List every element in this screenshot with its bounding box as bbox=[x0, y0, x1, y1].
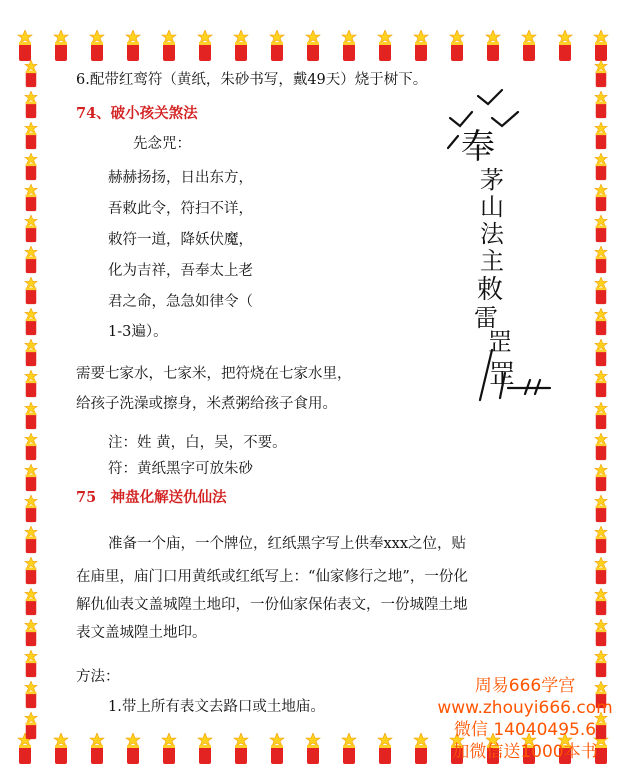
watermark-promo: 加微信送1000本书 bbox=[452, 742, 598, 762]
text-line: 1.带上所有表文去路口或土地庙。 bbox=[108, 699, 325, 715]
firecracker-icon bbox=[20, 681, 42, 709]
firecracker-icon bbox=[86, 733, 108, 765]
chant-line: 1-3遍）。 bbox=[108, 324, 168, 340]
firecracker-icon bbox=[374, 30, 396, 62]
firecracker-icon bbox=[20, 433, 42, 461]
firecracker-icon bbox=[554, 30, 576, 62]
talisman-char: 主 bbox=[480, 247, 504, 275]
firecracker-icon bbox=[14, 30, 36, 62]
firecracker-icon bbox=[482, 30, 504, 62]
text-line: 方法： bbox=[76, 669, 120, 685]
firecracker-icon bbox=[20, 91, 42, 119]
firecracker-icon bbox=[590, 619, 612, 647]
text-line: 给孩子洗澡或擦身，米煮粥给孩子食用。 bbox=[76, 396, 337, 412]
watermark-url: www.zhouyi666.com bbox=[437, 698, 613, 718]
firecracker-icon bbox=[20, 526, 42, 554]
firecracker-icon bbox=[590, 30, 612, 62]
firecracker-icon bbox=[20, 402, 42, 430]
text-line: 在庙里，庙门口用黄纸或红纸写上：“仙家修行之地”，一份化 bbox=[76, 569, 468, 585]
firecracker-icon bbox=[50, 733, 72, 765]
firecracker-icon bbox=[122, 30, 144, 62]
chant-line: 吾敕此令，符扫不详， bbox=[108, 201, 253, 217]
firecracker-icon bbox=[590, 308, 612, 336]
firecracker-icon bbox=[590, 339, 612, 367]
firecracker-icon bbox=[20, 650, 42, 678]
firecracker-icon bbox=[266, 733, 288, 765]
border-top bbox=[14, 30, 612, 66]
firecracker-icon bbox=[590, 370, 612, 398]
firecracker-icon bbox=[230, 733, 252, 765]
talisman-char: 敕 bbox=[476, 275, 504, 305]
firecracker-icon bbox=[302, 30, 324, 62]
firecracker-icon bbox=[20, 495, 42, 523]
firecracker-icon bbox=[20, 153, 42, 181]
firecracker-icon bbox=[20, 184, 42, 212]
talisman-figure bbox=[430, 88, 560, 418]
firecracker-icon bbox=[20, 712, 42, 740]
firecracker-icon bbox=[518, 30, 540, 62]
firecracker-icon bbox=[590, 91, 612, 119]
chant-line: 敕符一道，降妖伏魔， bbox=[108, 232, 253, 248]
chant-line: 君之命，急急如律令（ bbox=[108, 294, 253, 310]
note-line: 符：黄纸黑字可放朱砂 bbox=[108, 461, 253, 477]
text-line: 6.配带红鸾符（黄纸，朱砂书写，戴49天）烧于树下。 bbox=[76, 72, 428, 88]
firecracker-icon bbox=[20, 370, 42, 398]
firecracker-icon bbox=[20, 339, 42, 367]
firecracker-icon bbox=[20, 246, 42, 274]
firecracker-icon bbox=[194, 30, 216, 62]
firecracker-icon bbox=[590, 402, 612, 430]
firecracker-icon bbox=[20, 588, 42, 616]
firecracker-icon bbox=[194, 733, 216, 765]
firecracker-icon bbox=[590, 184, 612, 212]
text-line: 解仇仙表文盖城隍土地印，一份仙家保佑表文，一份城隍土地 bbox=[76, 597, 468, 613]
firecracker-icon bbox=[590, 588, 612, 616]
firecracker-icon bbox=[20, 464, 42, 492]
firecracker-icon bbox=[590, 215, 612, 243]
firecracker-icon bbox=[590, 277, 612, 305]
firecracker-icon bbox=[50, 30, 72, 62]
firecracker-icon bbox=[158, 30, 180, 62]
firecracker-icon bbox=[20, 60, 42, 88]
firecracker-icon bbox=[590, 495, 612, 523]
firecracker-icon bbox=[590, 246, 612, 274]
talisman-char: 茅 bbox=[480, 166, 504, 194]
watermark-title: 周易666学宫 bbox=[474, 676, 576, 696]
firecracker-icon bbox=[338, 733, 360, 765]
firecracker-icon bbox=[20, 308, 42, 336]
talisman-char: 山 bbox=[480, 193, 504, 221]
firecracker-icon bbox=[266, 30, 288, 62]
firecracker-icon bbox=[590, 60, 612, 88]
firecracker-icon bbox=[20, 277, 42, 305]
text-line: 表文盖城隍土地印。 bbox=[76, 625, 207, 641]
talisman-char: 法 bbox=[480, 220, 504, 248]
firecracker-icon bbox=[590, 122, 612, 150]
border-left bbox=[20, 60, 44, 740]
firecracker-icon bbox=[20, 557, 42, 585]
firecracker-icon bbox=[20, 619, 42, 647]
talisman-char: 罡 bbox=[488, 328, 512, 356]
firecracker-icon bbox=[590, 557, 612, 585]
watermark-wechat: 微信 14040495.6 bbox=[453, 720, 597, 740]
firecracker-icon bbox=[590, 464, 612, 492]
note-line: 注：姓 黄，白，吴，不要。 bbox=[108, 435, 287, 451]
firecracker-icon bbox=[338, 30, 360, 62]
firecracker-icon bbox=[446, 30, 468, 62]
firecracker-icon bbox=[590, 650, 612, 678]
firecracker-icon bbox=[20, 215, 42, 243]
firecracker-icon bbox=[230, 30, 252, 62]
firecracker-icon bbox=[374, 733, 396, 765]
firecracker-icon bbox=[20, 122, 42, 150]
firecracker-icon bbox=[158, 733, 180, 765]
firecracker-icon bbox=[590, 433, 612, 461]
talisman-char: 雷 bbox=[474, 304, 498, 332]
talisman-char: 奉 bbox=[461, 127, 495, 167]
firecracker-icon bbox=[86, 30, 108, 62]
section-heading-74: 74、破小孩关煞法 bbox=[76, 105, 198, 122]
section-heading-75: 75 神盘化解送仇仙法 bbox=[76, 489, 227, 506]
firecracker-icon bbox=[302, 733, 324, 765]
firecracker-icon bbox=[410, 30, 432, 62]
text-line: 准备一个庙，一个牌位，红纸黑字写上供奉xxx之位，贴 bbox=[108, 536, 467, 552]
text-line: 需要七家水，七家米，把符烧在七家水里， bbox=[76, 366, 352, 382]
chant-line: 化为吉祥，吾奉太上老 bbox=[108, 263, 253, 279]
firecracker-icon bbox=[590, 526, 612, 554]
border-right bbox=[590, 60, 614, 740]
talisman-char: 罡 bbox=[488, 360, 516, 390]
text-line: 先念咒： bbox=[133, 136, 191, 152]
chant-line: 赫赫扬扬，日出东方， bbox=[108, 170, 253, 186]
firecracker-icon bbox=[590, 153, 612, 181]
firecracker-icon bbox=[122, 733, 144, 765]
